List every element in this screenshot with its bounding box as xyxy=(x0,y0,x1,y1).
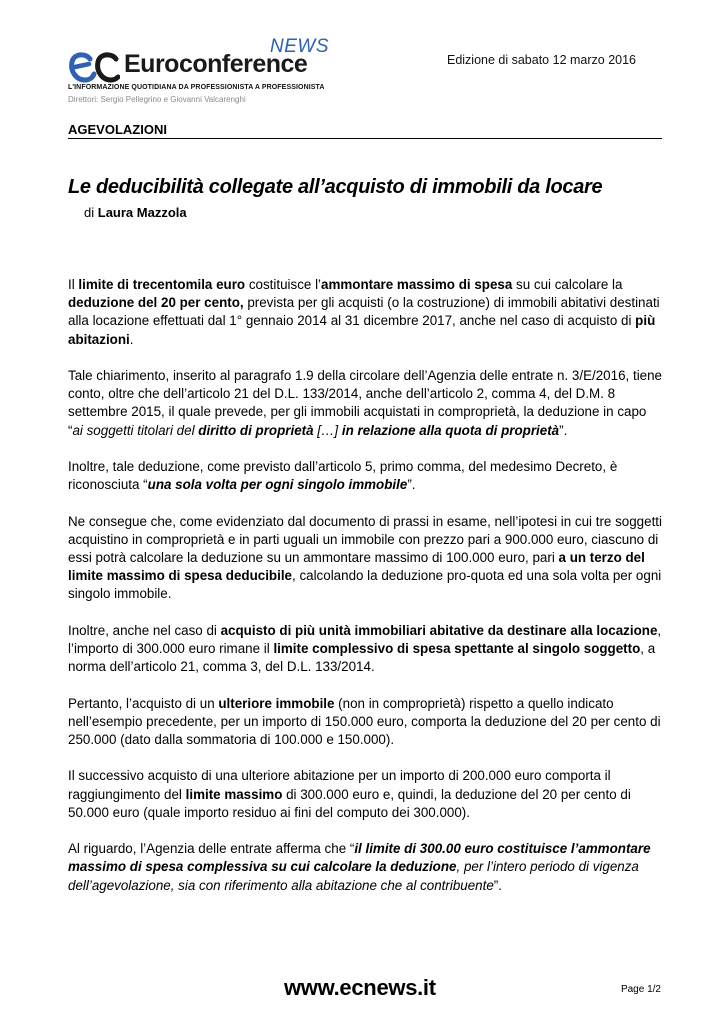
text-run: , calcolando la deduzione pro-quota ed una sola volta per ogni singolo immobile. xyxy=(68,568,662,602)
text-run: Il successivo acquisto di una ulteriore abitazione per un importo di 200.000 euro comporta il raggiungimento del xyxy=(68,768,611,802)
logo-directors: Direttori: Sergio Pellegrino e Giovanni Valcarenghi xyxy=(68,95,246,104)
text-run: Inoltre, anche nel caso di xyxy=(68,622,221,638)
text-run: in relazione alla quota di proprietà xyxy=(341,422,560,438)
footer-website-link[interactable]: www.ecnews.it xyxy=(284,975,436,1000)
text-run: di 300.000 euro e, quindi, la deduzione del 20 per cento di 50.000 euro (quale importo residuo ai fini del computo dei 300.000). xyxy=(68,786,631,820)
logo-wordmark: Euroconference xyxy=(124,50,308,78)
text-run: ai soggetti titolari del xyxy=(72,422,199,438)
text-run: acquisto di più unità immobiliari abitative da destinare alla locazione xyxy=(220,622,658,638)
article-title: Le deducibilità collegate all’acquisto di immobili da locare xyxy=(68,176,603,198)
section-divider xyxy=(68,138,662,139)
text-run: , l’importo di 300.000 euro rimane il xyxy=(68,622,662,656)
logo-news-label: NEWS xyxy=(270,36,329,57)
text-run: limite complessivo di spesa spettante al singolo soggetto xyxy=(273,641,641,656)
text-run: il limite di 300.00 euro costituisce l’ammontare massimo di spesa complessiva su cui calcolare la deduzione xyxy=(68,841,651,875)
article-paragraph xyxy=(68,513,662,604)
text-run: ”. xyxy=(407,477,416,493)
text-run: su cui calcolare la xyxy=(512,277,623,292)
article-paragraph xyxy=(68,695,662,750)
text-run: (non in comproprietà) rispetto a quello indicato nell’esempio precedente, per un importo di 150.000 euro, comporta la deduzione del 20 per cento di 250.000 (dato dalla sommatoria di 100.000 e 150.000). xyxy=(68,695,661,747)
text-run: più abitazioni xyxy=(68,313,656,347)
text-run: limite massimo xyxy=(185,786,283,802)
text-run: Al riguardo, l’Agenzia delle entrate afferma che “ xyxy=(68,841,355,857)
text-run: Pertanto, l’acquisto di un xyxy=(68,695,219,711)
article-paragraph xyxy=(68,276,662,349)
text-run: deduzione del 20 per cento, xyxy=(68,295,244,311)
text-run: diritto di proprietà xyxy=(198,422,314,438)
text-run: ammontare massimo di spesa xyxy=(321,277,513,292)
article-paragraph xyxy=(68,622,662,677)
text-run: prevista per gli acquisti (o la costruzione) di immobili abitativi destinati alla locazione effettuati dal 1° gennaio 2014 al 31 dicembre 2017, anche nel caso di acquisto di xyxy=(68,295,660,329)
text-run: ulteriore immobile xyxy=(218,695,335,711)
article-paragraph xyxy=(68,840,662,895)
text-run: . xyxy=(129,331,134,347)
page-number: Page 1/2 xyxy=(620,984,661,995)
logo-tagline: L'INFORMAZIONE QUOTIDIANA DA PROFESSIONISTA A PROFESSIONISTA xyxy=(68,84,325,91)
euroconference-logo xyxy=(68,38,328,110)
article-paragraph xyxy=(68,367,662,440)
text-run: ”. xyxy=(493,877,502,893)
text-run: costituisce l’ xyxy=(245,277,322,292)
article-byline xyxy=(84,205,187,220)
text-run: Ne consegue che, come evidenziato dal documento di prassi in esame, nell’ipotesi in cui tre soggetti acquistino in comproprietà e in parti uguali un immobile con prezzo pari a 900.000 euro, ciascuno di essi potrà calcolare la deduzione su un ammontare massimo di 100.000 euro, pari xyxy=(68,513,662,565)
text-run: una sola volta per ogni singolo immobile xyxy=(147,477,408,493)
text-run: a un terzo del limite massimo di spesa deducibile xyxy=(68,550,645,584)
byline-prefix: di xyxy=(84,205,95,220)
text-run: , per l’intero periodo di vigenza dell’agevolazione, sia con riferimento alla abitazione che al contribuente xyxy=(68,859,639,893)
text-run: Inoltre, tale deduzione, come previsto dall’articolo 5, primo comma, del medesimo Decreto, è riconosciuta “ xyxy=(68,459,618,493)
text-run: ”. xyxy=(559,422,568,438)
section-heading: AGEVOLAZIONI xyxy=(68,122,167,137)
text-run: limite di trecentomila euro xyxy=(78,277,246,292)
text-run: , a norma dell’articolo 21, comma 3, del D.L. 133/2014. xyxy=(68,641,656,675)
text-run: […] xyxy=(313,422,342,438)
author-name: Laura Mazzola xyxy=(97,205,187,220)
article-body xyxy=(68,276,662,913)
article-paragraph xyxy=(68,767,662,822)
article-paragraph xyxy=(68,458,662,494)
text-run: Tale chiarimento, inserito al paragrafo 1.9 della circolare dell’Agenzia delle entrate n. 3/E/2016, tiene conto, oltre che dell’articolo 21 del D.L. 133/2014, anche dell’articolo 2, comma 4, del D.M. 8 settembre 2015, il quale prevede, per gli immobili acquistati in comproprietà, la deduzione in capo “ xyxy=(68,368,663,438)
text-run: Il xyxy=(68,277,79,292)
edition-date: Edizione di sabato 12 marzo 2016 xyxy=(446,53,636,67)
ec-logo-mark-icon xyxy=(68,50,120,84)
